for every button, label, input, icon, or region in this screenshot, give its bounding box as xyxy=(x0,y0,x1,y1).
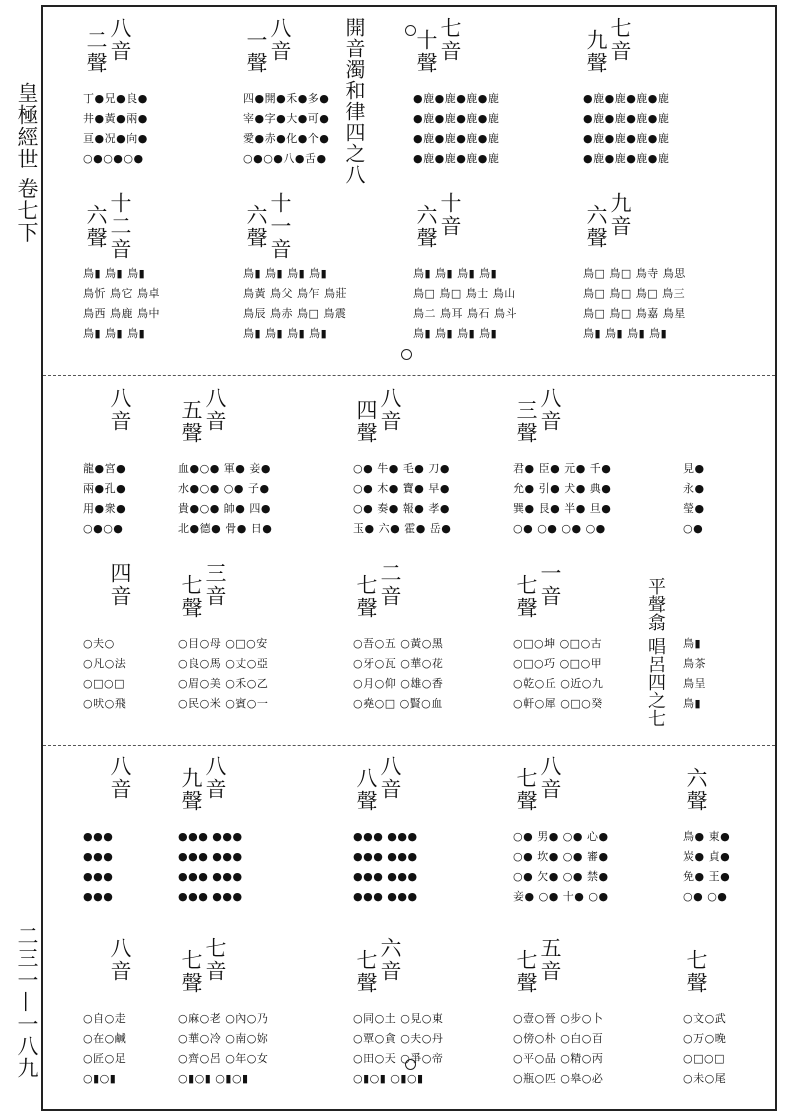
group-yin-label: 十音 xyxy=(438,192,462,238)
group-header xyxy=(353,937,503,997)
group-yin-label: 八音 xyxy=(108,387,132,433)
group-sheng-label: 十聲 xyxy=(414,29,438,75)
group-row: 鳥▮ 鳥▮ 鳥▮ 鳥▮ xyxy=(413,267,498,280)
group-row: ●●● ●●● xyxy=(353,890,418,903)
group-row: 見● xyxy=(683,462,705,475)
group-rows xyxy=(413,89,553,169)
group-row: 鳥▮ 鳥▮ 鳥▮ 鳥▮ xyxy=(583,327,668,340)
group-yin-label: 八音 xyxy=(378,755,402,801)
group-sheng-label: 九聲 xyxy=(584,29,608,75)
group-row: ○乾○丘 ○近○九 xyxy=(513,677,604,690)
group-row: ○同○土 ○見○東 xyxy=(353,1012,444,1025)
group-yin-label: 八音 xyxy=(538,387,562,433)
group-row: ○未○尾 xyxy=(683,1072,727,1085)
group-row: 巽● 艮● 半● 旦● xyxy=(513,502,612,515)
group-row: ○●○● xyxy=(83,522,124,535)
sound-group xyxy=(243,192,393,362)
group-row: 愛●赤●化●个● xyxy=(243,132,330,145)
group-sheng-label: 七聲 xyxy=(514,767,538,813)
group-row: ○平○品 ○精○丙 xyxy=(513,1052,604,1065)
group-yin-label: 八音 xyxy=(108,755,132,801)
group-rows xyxy=(353,1009,503,1089)
group-row: ○自○走 xyxy=(83,1012,127,1025)
group-rows xyxy=(353,634,503,714)
group-header xyxy=(683,562,763,622)
group-row: ●鹿●鹿●鹿●鹿 xyxy=(583,112,670,125)
group-row: ○● ○● xyxy=(683,890,728,903)
group-row: ●鹿●鹿●鹿●鹿 xyxy=(583,152,670,165)
group-rows xyxy=(583,264,723,344)
group-row: ●鹿●鹿●鹿●鹿 xyxy=(413,112,500,125)
group-row: ●鹿●鹿●鹿●鹿 xyxy=(413,152,500,165)
sound-group xyxy=(513,562,673,732)
group-header xyxy=(243,17,393,77)
group-row: ○● 奏● 報● 孝● xyxy=(353,502,450,515)
sound-group xyxy=(83,192,213,362)
group-rows xyxy=(683,1009,763,1089)
group-header xyxy=(513,937,673,997)
group-rows xyxy=(683,459,763,539)
group-row: 鳥▮ 鳥▮ 鳥▮ xyxy=(83,267,146,280)
group-rows xyxy=(83,1009,173,1089)
group-rows xyxy=(413,264,553,344)
sound-group xyxy=(353,562,503,732)
group-yin-label: 五音 xyxy=(538,937,562,983)
group-sheng-label: 一聲 xyxy=(244,29,268,75)
group-row: ○● 坎● ○● 審● xyxy=(513,850,609,863)
group-row: 鳥□ 鳥□ 鳥寺 鳥思 xyxy=(583,267,686,280)
group-header xyxy=(178,755,338,815)
group-row: ○▮○▮ ○▮○▮ xyxy=(353,1072,424,1085)
group-row: 鳥▮ 鳥▮ 鳥▮ 鳥▮ xyxy=(413,327,498,340)
group-rows xyxy=(583,89,723,169)
group-row: ●●● xyxy=(83,870,114,883)
group-row: ●●● ●●● xyxy=(353,850,418,863)
group-row: ○月○仰 ○雄○香 xyxy=(353,677,444,690)
group-row: ○傍○朴 ○白○百 xyxy=(513,1032,604,1045)
group-row: ○● ○● ○● ○● xyxy=(513,522,606,535)
group-row: 龍●宮● xyxy=(83,462,127,475)
group-yin-label: 六音 xyxy=(378,937,402,983)
group-row: ●●● ●●● xyxy=(178,850,243,863)
group-header xyxy=(583,17,723,77)
group-row: 鳥忻 鳥它 鳥卓 xyxy=(83,287,160,300)
group-sheng-label: 七聲 xyxy=(354,949,378,995)
left-margin-page-number: 二三一—一八九 xyxy=(15,925,39,1079)
group-yin-label: 七音 xyxy=(438,17,462,63)
group-yin-label: 二音 xyxy=(378,562,402,608)
group-row: 鳥呈 xyxy=(683,677,706,690)
group-header xyxy=(83,562,173,622)
group-header xyxy=(243,192,393,261)
group-row: 水●○● ○● 子● xyxy=(178,482,270,495)
group-row: 貴●○● 帥● 四● xyxy=(178,502,271,515)
group-row: ○● 牛● 毛● 刀● xyxy=(353,462,450,475)
sound-group xyxy=(178,387,338,557)
group-yin-label: 八音 xyxy=(378,387,402,433)
group-header xyxy=(683,387,763,447)
group-rows xyxy=(83,827,173,907)
group-row: ○眉○美 ○禾○乙 xyxy=(178,677,269,690)
group-row: ○● 木● 寶● 早● xyxy=(353,482,450,495)
group-rows xyxy=(513,634,673,714)
group-row: 用●衆● xyxy=(83,502,127,515)
group-rows xyxy=(178,827,338,907)
group-rows xyxy=(83,459,173,539)
group-row: 四●開●禾●多● xyxy=(243,92,330,105)
group-row: ○牙○瓦 ○華○花 xyxy=(353,657,444,670)
group-row: 炭● 貞● xyxy=(683,850,731,863)
group-sheng-label: 七聲 xyxy=(684,949,708,995)
group-row: ●●● xyxy=(83,890,114,903)
section-title-2a: 平聲翕 xyxy=(645,577,666,631)
group-row: 妾● ○● 十● ○● xyxy=(513,890,609,903)
group-sheng-label: 九聲 xyxy=(179,767,203,813)
group-yin-label: 八音 xyxy=(108,17,132,63)
group-rows xyxy=(83,634,173,714)
group-row: ○軒○犀 ○□○癸 xyxy=(513,697,603,710)
group-row: 鳥▮ xyxy=(683,637,702,650)
group-rows xyxy=(513,827,673,907)
group-rows xyxy=(243,264,393,344)
group-row: ●●● ●●● xyxy=(353,830,418,843)
group-yin-label: 七音 xyxy=(608,17,632,63)
group-row: 鳥二 鳥耳 鳥石 鳥斗 xyxy=(413,307,517,320)
group-yin-label: 九音 xyxy=(608,192,632,238)
group-yin-label: 八音 xyxy=(108,937,132,983)
sound-group xyxy=(583,192,723,362)
sound-group xyxy=(683,387,763,557)
group-rows xyxy=(178,634,338,714)
group-header xyxy=(413,17,553,77)
group-rows xyxy=(513,459,673,539)
group-row: ●鹿●鹿●鹿●鹿 xyxy=(583,92,670,105)
group-sheng-label: 七聲 xyxy=(514,949,538,995)
group-sheng-label: 六聲 xyxy=(414,204,438,250)
group-yin-label: 三音 xyxy=(203,562,227,608)
group-row: 鳥□ 鳥□ 鳥士 鳥山 xyxy=(413,287,516,300)
group-row: 鳥▮ 鳥▮ 鳥▮ xyxy=(83,327,146,340)
group-row: 君● 臣● 元● 千● xyxy=(513,462,612,475)
group-row: 玉● 六● 霍● 岳● xyxy=(353,522,452,535)
group-row: ○□○坤 ○□○古 xyxy=(513,637,603,650)
group-yin-label: 八音 xyxy=(538,755,562,801)
group-row: ●鹿●鹿●鹿●鹿 xyxy=(413,92,500,105)
group-row: ○凡○法 xyxy=(83,657,127,670)
group-row: ○華○冷 ○南○妳 xyxy=(178,1032,269,1045)
group-sheng-label: 七聲 xyxy=(179,949,203,995)
sound-group xyxy=(353,387,503,557)
group-row: 鳥茶 xyxy=(683,657,706,670)
group-row: ○齊○呂 ○年○女 xyxy=(178,1052,269,1065)
group-header xyxy=(683,937,763,997)
group-header xyxy=(83,755,173,815)
group-row: ○匠○足 xyxy=(83,1052,127,1065)
group-sheng-label: 六聲 xyxy=(84,204,108,250)
group-row: 兩●孔● xyxy=(83,482,127,495)
group-row: ○在○鹹 xyxy=(83,1032,127,1045)
group-row: ○麻○老 ○內○乃 xyxy=(178,1012,269,1025)
group-row: ●●● ●●● xyxy=(353,870,418,883)
group-row: ●●● ●●● xyxy=(178,830,243,843)
sound-group xyxy=(513,755,673,925)
group-row: ○良○馬 ○丈○亞 xyxy=(178,657,269,670)
group-rows xyxy=(83,264,213,344)
group-sheng-label: 二聲 xyxy=(84,29,108,75)
group-header xyxy=(83,937,173,997)
sound-group xyxy=(413,17,553,187)
group-rows xyxy=(83,89,213,169)
group-header xyxy=(513,387,673,447)
group-header xyxy=(413,192,553,252)
group-row: 鳥□ 鳥□ 鳥嘉 鳥星 xyxy=(583,307,686,320)
group-rows xyxy=(178,1009,338,1089)
group-row: ○□○□ xyxy=(83,677,125,690)
group-row: ○覃○貪 ○夫○丹 xyxy=(353,1032,444,1045)
divider-2 xyxy=(43,745,775,746)
sound-group xyxy=(83,562,173,732)
group-yin-label: 七音 xyxy=(203,937,227,983)
group-sheng-label: 六聲 xyxy=(684,767,708,813)
section-title-2b: 唱呂四之七 xyxy=(645,636,666,727)
group-row: ○▮○▮ xyxy=(83,1072,117,1085)
circle-mark xyxy=(401,349,412,360)
group-header xyxy=(583,192,723,252)
group-sheng-label: 五聲 xyxy=(179,399,203,445)
group-sheng-label: 三聲 xyxy=(514,399,538,445)
group-row: ●●● xyxy=(83,830,114,843)
group-row: 鳥□ 鳥□ 鳥□ 鳥三 xyxy=(583,287,686,300)
group-row: 瑩● xyxy=(683,502,705,515)
group-row: ○万○晚 xyxy=(683,1032,727,1045)
group-sheng-label: 六聲 xyxy=(584,204,608,250)
group-header xyxy=(353,755,503,815)
group-row: 鳥▮ 鳥▮ 鳥▮ 鳥▮ xyxy=(243,267,328,280)
group-row: 免● 王● xyxy=(683,870,731,883)
sound-group xyxy=(178,562,338,732)
sound-group xyxy=(513,937,673,1107)
group-row: 鳥● 東● xyxy=(683,830,731,843)
group-header xyxy=(178,562,338,622)
group-row: 北●德● 骨● 日● xyxy=(178,522,273,535)
group-row: ●●● ●●● xyxy=(178,890,243,903)
group-row: ○吾○五 ○黃○黑 xyxy=(353,637,444,650)
page-frame xyxy=(41,5,777,1111)
group-row: ○● 男● ○● 心● xyxy=(513,830,609,843)
group-row: ●●● xyxy=(83,850,114,863)
sound-group xyxy=(413,192,553,362)
group-yin-label: 八音 xyxy=(203,755,227,801)
group-row: ○田○天 ○爭○帝 xyxy=(353,1052,444,1065)
group-rows xyxy=(353,827,503,907)
group-sheng-label: 六聲 xyxy=(244,204,268,250)
group-rows xyxy=(683,827,763,907)
sound-group xyxy=(683,755,763,925)
group-rows xyxy=(353,459,503,539)
sound-group xyxy=(513,387,673,557)
group-row: ○民○米 ○賓○一 xyxy=(178,697,269,710)
sound-group xyxy=(83,755,173,925)
group-header xyxy=(83,192,213,261)
group-sheng-label: 八聲 xyxy=(354,767,378,813)
sound-group xyxy=(683,937,763,1107)
group-row: ○吠○飛 xyxy=(83,697,127,710)
group-row: 宰●字●大●可● xyxy=(243,112,330,125)
group-row: ●鹿●鹿●鹿●鹿 xyxy=(583,132,670,145)
group-row: ○● 欠● ○● 禁● xyxy=(513,870,609,883)
group-rows xyxy=(683,634,763,714)
group-row: ○● xyxy=(683,522,704,535)
sound-group xyxy=(583,17,723,187)
group-row: ●●● ●●● xyxy=(178,870,243,883)
group-sheng-label: 七聲 xyxy=(354,574,378,620)
left-margin-title: 皇極經世 卷七下 xyxy=(15,82,39,244)
group-yin-label: 四音 xyxy=(108,562,132,608)
group-row: ○壹○晉 ○步○卜 xyxy=(513,1012,604,1025)
group-header xyxy=(178,387,338,447)
group-rows xyxy=(243,89,393,169)
group-row: 亘●况●向● xyxy=(83,132,148,145)
sound-group xyxy=(178,937,338,1107)
group-row: 鳥▮ xyxy=(683,697,702,710)
group-row: ○□○巧 ○□○甲 xyxy=(513,657,603,670)
group-row: 井●黃●兩● xyxy=(83,112,148,125)
group-row: ○□○□ xyxy=(683,1052,725,1065)
sound-group xyxy=(353,937,503,1107)
group-rows xyxy=(513,1009,673,1089)
group-row: ○夫○ xyxy=(83,637,115,650)
group-header xyxy=(178,937,338,997)
group-sheng-label: 七聲 xyxy=(514,574,538,620)
group-yin-label: 八音 xyxy=(268,17,292,63)
group-header xyxy=(683,755,763,815)
sound-group xyxy=(83,387,173,557)
group-header xyxy=(83,387,173,447)
group-row: 鳥▮ 鳥▮ 鳥▮ 鳥▮ xyxy=(243,327,328,340)
group-row: ○堯○□ ○賢○血 xyxy=(353,697,443,710)
group-header xyxy=(353,562,503,622)
group-row: ○●○●○● xyxy=(83,152,144,165)
group-row: ○瓶○匹 ○皋○必 xyxy=(513,1072,604,1085)
group-header xyxy=(513,755,673,815)
group-row: 丁●兄●良● xyxy=(83,92,148,105)
group-row: 永● xyxy=(683,482,705,495)
group-row: ○目○母 ○□○安 xyxy=(178,637,268,650)
group-header xyxy=(83,17,213,77)
group-rows xyxy=(178,459,338,539)
group-row: 鳥西 鳥鹿 鳥中 xyxy=(83,307,160,320)
sound-group xyxy=(83,937,173,1107)
group-header xyxy=(513,562,673,622)
sound-group xyxy=(683,562,763,732)
group-row: ○文○武 xyxy=(683,1012,727,1025)
group-row: 允● 引● 犬● 典● xyxy=(513,482,612,495)
group-yin-label: 十二音 xyxy=(108,192,132,261)
sound-group xyxy=(353,755,503,925)
group-row: 鳥黃 鳥父 鳥乍 鳥莊 xyxy=(243,287,347,300)
sound-group xyxy=(178,755,338,925)
group-row: ●鹿●鹿●鹿●鹿 xyxy=(413,132,500,145)
group-sheng-label: 四聲 xyxy=(354,399,378,445)
sound-group xyxy=(243,17,393,187)
sound-group xyxy=(83,17,213,187)
group-header xyxy=(353,387,503,447)
group-yin-label: 十一音 xyxy=(268,192,292,261)
group-row: 血●○● 軍● 妾● xyxy=(178,462,271,475)
group-yin-label: 一音 xyxy=(538,562,562,608)
group-row: ○●○●八●舌● xyxy=(243,152,327,165)
group-yin-label: 八音 xyxy=(203,387,227,433)
divider-1 xyxy=(43,375,775,376)
section-title: 開音濁和律四之八 xyxy=(342,17,366,185)
group-sheng-label: 七聲 xyxy=(179,574,203,620)
group-row: ○▮○▮ ○▮○▮ xyxy=(178,1072,249,1085)
group-row: 鳥辰 鳥赤 鳥□ 鳥震 xyxy=(243,307,347,320)
